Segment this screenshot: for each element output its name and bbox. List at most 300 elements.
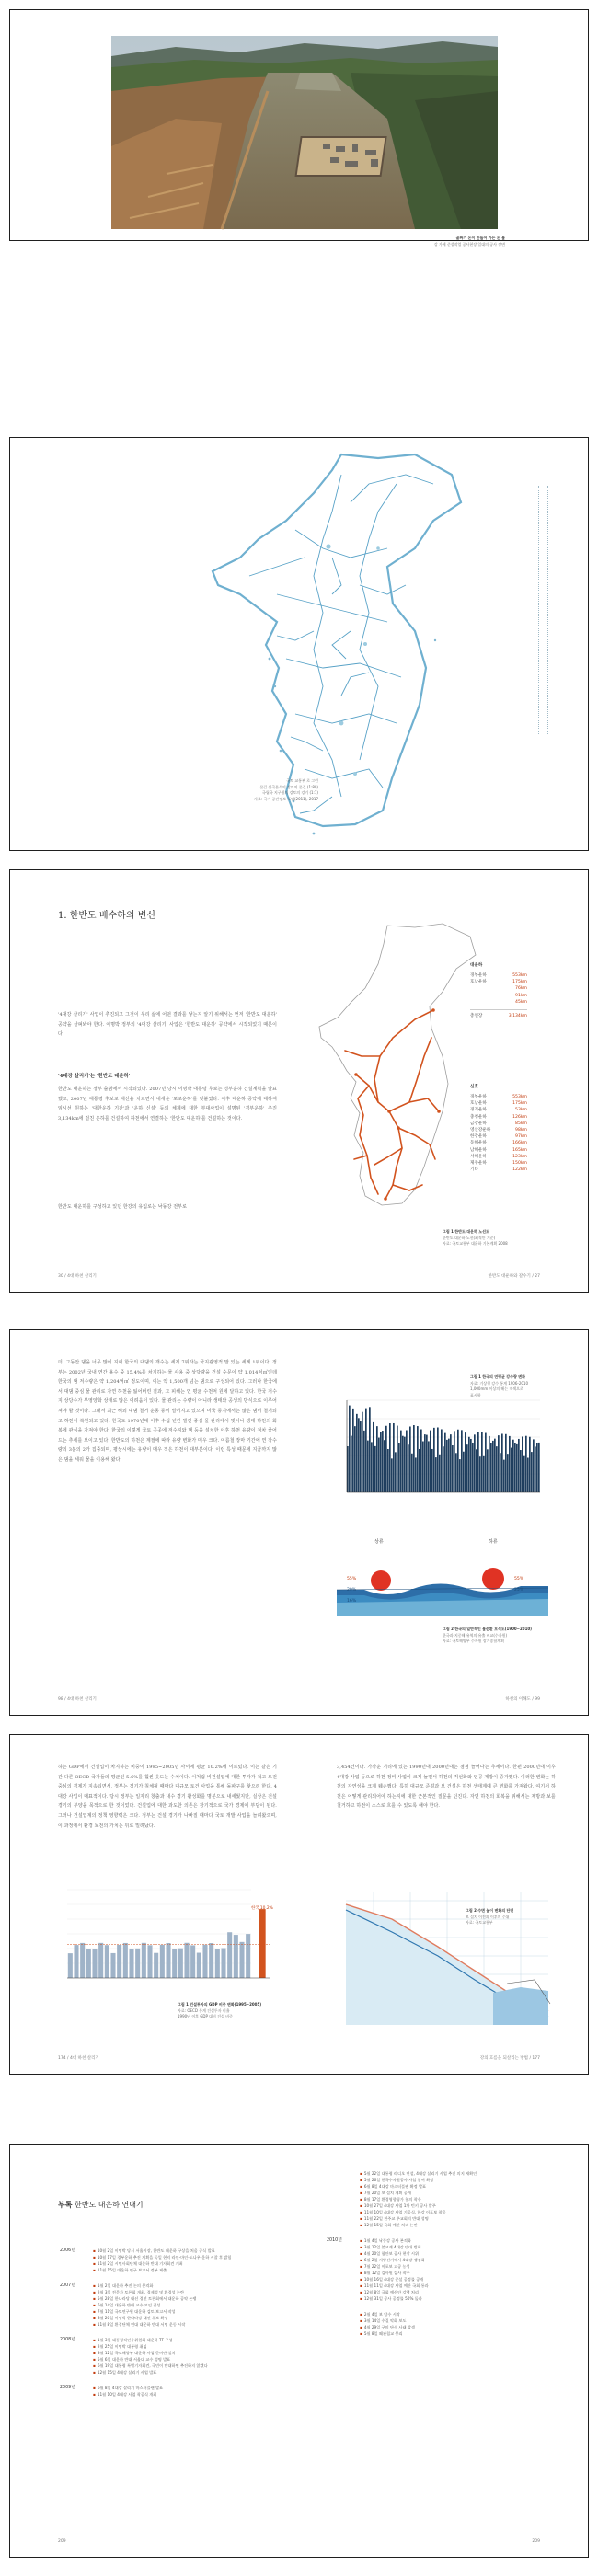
folio-left: 209 (58, 2539, 66, 2544)
precip-bar (444, 1433, 446, 1492)
legend-value: 175km (512, 1101, 527, 1107)
precip-bar (476, 1449, 477, 1492)
timeline-bullet-icon: ▪ (360, 2271, 362, 2275)
gdp-bar (184, 1943, 189, 1978)
precip-bar (498, 1435, 500, 1492)
timeline-entry: ▪ 6월 19일 대통령 특별기자회견, 국민이 반대하면 추진하지 않겠다 (93, 2363, 208, 2368)
timeline-bullet-icon: ▪ (360, 2283, 362, 2288)
timeline-entry: ▪ 6월 8일 4대강 살리기 마스터플랜 발표 (93, 2386, 164, 2390)
timeline-bullet-icon: ▪ (360, 2184, 362, 2189)
timeline-bullet-icon: ▪ (93, 2268, 96, 2272)
canal-legend-top-title: 대운하 (470, 963, 483, 968)
timeline-entry: ▪ 8월 17일 환경영향평가 협의 착수 (360, 2197, 421, 2202)
river-map-caption-line: 자료: 국가 공간정보 포털(2011), 2017 (254, 796, 318, 801)
spread-precipitation (9, 1329, 589, 1716)
precip-bar (520, 1450, 522, 1492)
timeline-entry: ▪ 3월 12일 불교계 4대강 반대 법회 (360, 2245, 421, 2249)
precip-bar (426, 1435, 428, 1492)
folio-right: 한반도 대운하와 갈수기 / 27 (488, 1274, 540, 1279)
precip-bar (411, 1454, 413, 1492)
timeline-entry: ▪ 6월 2일 지방선거에서 4대강 쟁점화 (360, 2258, 425, 2262)
precip-bar (424, 1434, 426, 1492)
legend-value: 97km (515, 1134, 527, 1140)
timeline-entry: ▪ 11월 15일 대운하 연구 보고서 정부 제출 (93, 2268, 167, 2272)
precip-bar (400, 1431, 402, 1492)
water-cycle-caption (443, 1627, 571, 1645)
precip-bar (371, 1442, 373, 1492)
precip-bar (455, 1453, 457, 1492)
timeline-entry: ▪ 10월 16일 4대강 준설 공정률 공개 (360, 2277, 424, 2282)
precip-bar (500, 1453, 501, 1492)
timeline-entry: ▪ 11월 11일 4대강 사업 예산 국회 통과 (360, 2283, 429, 2288)
appendix-title-text: 한반도 대운하 연대기 (75, 2201, 144, 2209)
legend-total-row (470, 1013, 527, 1019)
legend-value: 175km (512, 980, 527, 985)
precip-bar (387, 1449, 389, 1492)
legend-row (470, 1140, 527, 1146)
precip-bar (459, 1459, 461, 1492)
precip-bar (428, 1441, 430, 1492)
precip-bar (479, 1456, 481, 1492)
diagram-pct: 55% (514, 1577, 524, 1581)
precip-bar (409, 1427, 411, 1492)
gdp-bar (202, 1945, 207, 1978)
precip-bar (408, 1444, 409, 1492)
gdp-bar (74, 1945, 78, 1978)
timeline-bullet-icon: ▪ (360, 2296, 362, 2301)
gdp-bar (110, 1953, 115, 1978)
legend-value: 122km (512, 1167, 527, 1173)
timeline-bullet-icon: ▪ (360, 2216, 362, 2221)
precip-bar (450, 1434, 452, 1492)
precip-bar (461, 1430, 463, 1492)
timeline-bullet-icon: ▪ (93, 2248, 96, 2253)
precip-bar (511, 1448, 512, 1492)
gdp-chart-caption-line: 자료: OECD 통계 건설투자 비율 (178, 2007, 230, 2013)
timeline-bullet-icon: ▪ (93, 2344, 96, 2349)
timeline-entry: ▪ 2월 25일 이명박 대통령 취임 (93, 2344, 147, 2349)
precip-bar (468, 1437, 470, 1492)
construction-body-text: 하는 GDP에서 건설업이 차지하는 비중이 1995~2005년 사이에 평균 10.2%에 이르렀다. 이는 같은 기간 다른 OECD 국가들의 평균인 5.6%를 훨씬 웃도는 수치이다. 이처럼 비건설업에 대한 투자가 적고 토건 중심의 경제가 지속되면서, 정부는 경기가 침체될 때마다 대규모 토건 사업을 통해 돌파구를 찾으려 한다. 4대강 사업이 대표적이다. 당시 정부는 일자리 창출과 내수 경기 활성화를 명분으로 내세웠지만, 실상은 건설 경기의 부양을 목적으로 한 것이었다. 건설업에 대한 과도한 의존은 장기적으로 국가 경제에 부담이 된다. 그러나 건설업계의 정책 영향력은 크다. 정부는 건설 경기가 나빠질 때마다 국토 개발 사업을 늘려왔으며, 이 과정에서 환경 보전의 가치는 뒤로 밀려났다. (58, 1765, 277, 1829)
legend-label: 한강운하 (470, 1134, 487, 1140)
precip-bar (415, 1457, 417, 1492)
legend-row (470, 1133, 527, 1140)
legend-label: 서해운하 (470, 1154, 487, 1159)
timeline-entry: ▪ 12월 8일 국회 예산안 강행 처리 (360, 2290, 419, 2294)
timeline-bullet-icon: ▪ (93, 2296, 96, 2301)
gdp-bar (215, 1949, 220, 1978)
timeline-bullet-icon: ▪ (93, 2255, 96, 2260)
gdp-bar (178, 1949, 183, 1978)
timeline-year: 2010년 (327, 2238, 342, 2243)
legend-value: 91km (515, 993, 527, 998)
precip-bar (385, 1426, 387, 1492)
gdp-bar (221, 1949, 225, 1978)
precip-bar (523, 1456, 525, 1492)
timeline-entry: ▪ 1월 3일 대통령직인수위원회 대운하 TF 구성 (93, 2338, 173, 2342)
legend-value: 53km (515, 1108, 527, 1113)
gdp-bar (154, 1953, 158, 1978)
legend-row (470, 1147, 527, 1154)
precip-bar (481, 1432, 483, 1492)
precip-bar (358, 1418, 360, 1492)
precip-bar (525, 1436, 527, 1492)
timeline-entry: ▪ 4월 20일 함안보 공사 현장 시위 (360, 2251, 419, 2256)
precip-bar (374, 1446, 376, 1492)
gdp-bar (172, 1949, 177, 1978)
gdp-chart-caption-line: 그림 1 건설투자의 GDP 비중 변화(1995~2005) (178, 2002, 262, 2007)
timeline-bullet-icon: ▪ (93, 2316, 96, 2320)
timeline-entry: ▪ 11월 2일 시민사회단체 대운하 반대 기자회견 개최 (93, 2261, 183, 2266)
precip-bar (384, 1440, 385, 1492)
legend-row (470, 972, 527, 979)
precip-bar (483, 1456, 485, 1492)
timeline-entry: ▪ 5월 8일 왜관철교 붕괴 (360, 2331, 403, 2336)
timeline-entry: ▪ 2월 4일 보 담수 시작 (360, 2312, 400, 2317)
precip-bar (457, 1430, 459, 1492)
precip-bar (389, 1423, 391, 1492)
chapter-subhead: '4대강 살리기'는 '한반도 대운하' (58, 1074, 131, 1079)
legend-label: 호남운하 (470, 980, 487, 985)
precip-bar (439, 1455, 441, 1492)
timeline-block (60, 2248, 310, 2273)
gdp-bar (190, 1945, 195, 1978)
precip-bar (472, 1443, 474, 1492)
gdp-chart-caption (178, 2002, 288, 2020)
timeline-entry: ▪ 12월 15일 4대강 살리기 사업 발표 (93, 2370, 157, 2375)
precip-bar (496, 1446, 498, 1492)
legend-total-value: 3,134km (508, 1013, 527, 1018)
precip-bar (507, 1454, 509, 1492)
canal-map-caption-line: 한반도 대운하 노선(최적안 기준) (443, 1235, 496, 1240)
timeline-entry: ▪ 1월 2일 대운하 추진 논의 본격화 (93, 2283, 154, 2288)
legend-row (470, 1154, 527, 1160)
precip-bar (369, 1407, 371, 1492)
legend-label: 기타 (470, 1167, 478, 1173)
construction-gdp-bar-chart (58, 1882, 279, 1993)
timeline-bullet-icon: ▪ (360, 2171, 362, 2176)
gdp-bar (117, 1945, 121, 1978)
photo-caption-text: 강 가에 준설작업 공사현장 일대의 공사 장면 (433, 241, 505, 247)
timeline-entry: ▪ 11월 22일 천주교 주교회의 반대 성명 (360, 2216, 429, 2221)
gdp-bar (98, 1943, 103, 1978)
water-cycle-diagram (337, 1551, 548, 1616)
legend-value: 166km (512, 1141, 527, 1146)
precip-bar (431, 1449, 433, 1492)
precip-bar (535, 1446, 536, 1492)
precip-bar (395, 1452, 397, 1492)
timeline-entry: ▪ 11월 10일 4대강 사업 기공식, 한강 이포보 착공 (360, 2210, 446, 2214)
folio-right: 하천의 이해도 / 99 (505, 1697, 540, 1702)
spread-construction (9, 1734, 589, 2075)
precip-chart-caption-line: 그림 1 한국의 연평균 강수량 변화 (470, 1374, 525, 1379)
timeline-bullet-icon: ▪ (360, 2331, 362, 2336)
precip-bar (391, 1458, 393, 1492)
precip-bar (512, 1440, 514, 1492)
spread-river-map (9, 437, 589, 851)
timeline-entry: ▪ 10월 27일 4대강 사업 1차 턴키 공사 발주 (360, 2203, 436, 2208)
precip-bar (349, 1406, 351, 1492)
timeline-block (327, 2237, 577, 2302)
timeline-bullet-icon: ▪ (360, 2210, 362, 2214)
timeline-entry: ▪ 1월 4일 낙동강 공사 본격화 (360, 2238, 411, 2243)
timeline-entry: ▪ 7월 20일 보 설치 계획 공개 (360, 2191, 411, 2195)
precip-bar (454, 1431, 455, 1492)
legend-value: 553km (512, 973, 527, 978)
precip-bar (503, 1460, 505, 1492)
legend-row (470, 1114, 527, 1121)
river-map-caption (208, 778, 318, 802)
timeline-bullet-icon: ▪ (360, 2197, 362, 2202)
gdp-bar (92, 1949, 97, 1978)
precip-bar (465, 1432, 466, 1492)
timeline-bullet-icon: ▪ (93, 2290, 96, 2294)
gdp-bar (239, 1942, 244, 1978)
photo-caption (397, 236, 505, 247)
precip-bar (435, 1457, 437, 1492)
gdp-chart-caption-line: 1990년 이후 GDP 대비 건설 비중 (178, 2014, 233, 2019)
appendix-label: 부록 (58, 2201, 73, 2209)
legend-value: 45km (515, 999, 527, 1005)
gdp-bar (86, 1949, 91, 1978)
spread-photo (9, 9, 589, 247)
timeline-block (360, 2311, 577, 2337)
precip-bar (382, 1431, 384, 1492)
timeline-entry: ▪ 10월 17일 경부운하 추진 계획을 독일 현지 라인-마인-도나우 운하 시찰 후 밝힘 (93, 2255, 232, 2260)
appendix-title (58, 2200, 144, 2210)
timeline-block (60, 2337, 310, 2375)
precip-bar (474, 1434, 476, 1492)
legend-row (470, 1167, 527, 1173)
gdp-bar (105, 1945, 109, 1978)
precip-bar (494, 1439, 496, 1492)
river-map-vertical-rule (547, 486, 548, 734)
precip-bar (538, 1443, 540, 1492)
diagram-label-upstream: 상류 (374, 1539, 384, 1545)
timeline-bullet-icon: ▪ (360, 2223, 362, 2227)
gdp-bar (142, 1943, 146, 1978)
timeline-entry: ▪ 2월 3일 전문가 토론회 개최, 경제성 및 환경성 논란 (93, 2290, 185, 2294)
gdp-bar (147, 1945, 152, 1978)
river-map-caption-line: 국토 교통부 로 그린 (286, 778, 318, 783)
legend-value: 123km (512, 1154, 527, 1159)
timeline-block (60, 2283, 310, 2328)
precip-bar (470, 1439, 472, 1492)
diagram-pct: 25% (514, 1588, 524, 1593)
timeline-entry: ▪ 8월 20일 이명박 한나라당 대선 후보 확정 (93, 2316, 168, 2320)
precip-bar (378, 1438, 380, 1492)
legend-row (470, 1127, 527, 1133)
legend-row (470, 1107, 527, 1113)
timeline-entry: ▪ 5월 26일 한국수자원공사 사업 참여 확정 (360, 2178, 434, 2182)
precip-bar (413, 1425, 415, 1492)
timeline-entry: ▪ 11월 10일 4대강 사업 착공식 개최 (93, 2392, 157, 2397)
section-caption-line: 그림 2 수면 높이 변화의 단면 (466, 1908, 514, 1913)
gdp-bar (123, 1943, 128, 1978)
chapter-title: 1. 한반도 배수하의 변신 (58, 911, 156, 921)
spread-appendix (9, 2144, 589, 2558)
precip-bar (402, 1436, 404, 1492)
precip-bar (406, 1430, 408, 1492)
timeline-entry: ▪ 10월 2일 이명박 당시 서울시장, 한반도 대운하 구상을 처음 공식 발표 (93, 2248, 215, 2253)
precip-bar (430, 1431, 431, 1492)
precip-bar (527, 1458, 529, 1492)
timeline-bullet-icon: ▪ (93, 2357, 96, 2362)
precip-bar (490, 1443, 492, 1492)
legend-row (470, 999, 527, 1006)
precip-bar (509, 1436, 511, 1492)
precip-bar (501, 1433, 503, 1492)
diagram-pct: 29% (347, 1588, 357, 1593)
water-cycle-caption-line: 한국과 지중해 유역의 유출 비교(수자원) (443, 1632, 508, 1638)
gdp-bar (80, 1943, 85, 1978)
precip-bar (351, 1436, 352, 1492)
river-map-vertical-rule (538, 486, 539, 734)
timeline-bullet-icon: ▪ (93, 2363, 96, 2368)
precip-chart-caption-line: 자료: 기상청 강수 통계 1906-2010 (470, 1380, 529, 1386)
legend-label: 호남운하 (470, 1101, 487, 1107)
precip-bar (422, 1442, 424, 1492)
precip-bar (433, 1428, 435, 1492)
legend-value: 126km (512, 1114, 527, 1120)
timeline-entry: ▪ 3월 14일 수질 악화 보도 (360, 2318, 407, 2323)
canal-legend-bottom-title: 신호 (470, 1085, 478, 1089)
timeline-bullet-icon: ▪ (360, 2264, 362, 2269)
timeline-bullet-icon: ▪ (360, 2203, 362, 2208)
timeline-bullet-icon: ▪ (93, 2322, 96, 2327)
diagram-pct: 55% (347, 1577, 357, 1581)
timeline-entry: ▪ 6월 14일 대운하 반대 교수 모임 결성 (93, 2303, 161, 2307)
precip-bar (536, 1443, 538, 1492)
precip-bar (448, 1439, 450, 1492)
folio-left: 98 / 4대 하천 살리기 (58, 1697, 97, 1702)
timeline-bullet-icon: ▪ (93, 2338, 96, 2342)
precip-bar (441, 1429, 443, 1492)
precip-bar (365, 1409, 367, 1492)
precip-bar (417, 1426, 419, 1492)
section-diagram-caption (466, 1908, 554, 1926)
gdp-bar (197, 1953, 201, 1978)
chapter-para-1: '4대강 살리기' 사업이 추진되고 그것이 우리 삶에 어떤 결과를 낳는지 알기 위해서는 먼저 '한반도 대운하' 공약을 살펴봐야 한다. 이명박 정부의 '4대강 살리기' 사업은 '한반도 대운하' 공약에서 시작되었기 때문이다. (58, 1012, 277, 1038)
legend-value: 85km (515, 1121, 527, 1126)
timeline-entry: ▪ 11월 8일 환경단체 연대 대운하 반대 서명 운동 시작 (93, 2322, 186, 2327)
precip-bar (356, 1414, 358, 1492)
precip-bar (531, 1452, 533, 1492)
timeline-bullet-icon: ▪ (360, 2178, 362, 2182)
precip-bar (352, 1409, 354, 1492)
precip-bar (362, 1412, 363, 1492)
folio-right: 209 (532, 2539, 540, 2544)
folio-right: 강의 흐름을 되살리는 방법 / 177 (479, 2056, 540, 2061)
legend-row (470, 993, 527, 999)
folio-left: 174 / 4대 하천 살리기 (58, 2056, 99, 2061)
timeline-bullet-icon: ▪ (360, 2245, 362, 2249)
gdp-chart-legend: 한국 10.2% (251, 1906, 273, 1911)
gdp-bar (209, 1943, 213, 1978)
precip-bar (363, 1431, 365, 1492)
timeline-bullet-icon: ▪ (360, 2277, 362, 2282)
legend-value: 553km (512, 1095, 527, 1099)
timeline-entry: ▪ 12월 15일 국회 예산 처리 논란 (360, 2223, 418, 2227)
chapter-para-3: 한반도 대운하를 구성하고 있던 한강의 유입로는 낙동강 전부로 (58, 1204, 188, 1210)
precip-bar (420, 1430, 422, 1492)
precip-bar (463, 1452, 465, 1492)
precip-bar (505, 1434, 507, 1492)
precip-bar (443, 1446, 444, 1492)
timeline-entry: ▪ 5월 6일 대운하 반대 서울대 교수 성명 발표 (93, 2357, 171, 2362)
gdp-bar (68, 1953, 73, 1978)
timeline-bullet-icon: ▪ (360, 2290, 362, 2294)
legend-label: 금강운하 (470, 1121, 487, 1126)
precip-body-text: 더, 그동안 댐을 너무 많이 지어 한국의 대댐의 개수는 세계 7위라는 국지관영적 말 있는 세계 1위이다. 정부는 2002년 국내 연간 용수 중 15.4%를 차지하는 물 사용 중 상당량을 건설 수문이 약 1,014억㎥인데 한국의 댐 저수량은 약 1,204억㎥ 정도이며, 이는 약 1,500개 넘는 댐으로 구성되어 있다. 그러나 한국에서 대댐 중심 물 관리로 자연 하천을 잃어버린 결과, 그 피해는 연 평균 수천억 원에 달하고 있다. 한국 저수지 상당수가 부영양화 상태로 많은 어려움이 있다. 물 관리는 수량이 아니라 생태와 공생의 방식으로 이루어져야 할 것이다. 그래서 최근 해외 대댐 철거 운동 등이 벌어지고 있으며 미국 등지에서는 많은 댐이 철거되고 하천이 복원되고 있다. 한국도 1970년대 이후 수십 년간 발전 중심 물 관리에서 벗어나 생태 하천의 회복에 관심을 가져야 한다. 한국의 이렇게 국토 곳곳에 저수지와 댐 등을 설치한 이후 하천 유량이 점차 줄어드는 추세를 보이고 있다. 한반도의 하천은 계절에 따라 유량 변화가 매우 크다. 여름철 장마 기간에 연 강수량의 3분의 2가 집중되며, 평상시에는 유량이 매우 적은 하천이 대부분이다. 이런 특성 때문에 지금까지 많은 댐을 세워 물을 이용해 왔다. (58, 1360, 277, 1463)
legend-total-label: 총연장 (470, 1013, 483, 1018)
legend-label: 충청운하 (470, 1114, 487, 1120)
timeline-bullet-icon: ▪ (360, 2258, 362, 2262)
precip-bar (419, 1449, 420, 1492)
legend-value: 165km (512, 1147, 527, 1153)
legend-row (470, 1094, 527, 1100)
precip-bar (489, 1436, 490, 1492)
precip-chart-caption (470, 1374, 571, 1398)
legend-label: 경기운하 (470, 1108, 487, 1113)
section-caption-line: 보 설치 이전과 이후의 수위 (466, 1914, 510, 1919)
legend-label: 경부운하 (470, 973, 487, 978)
precip-bar (516, 1444, 518, 1492)
precip-bar (514, 1443, 516, 1492)
precip-bar (492, 1441, 494, 1492)
timeline-year: 2007년 (60, 2283, 75, 2288)
timeline-bullet-icon: ▪ (360, 2251, 362, 2256)
timeline-bullet-icon: ▪ (93, 2283, 96, 2288)
precip-bar (397, 1426, 398, 1492)
legend-value: 76km (515, 986, 527, 992)
gdp-bar (160, 1945, 165, 1978)
precip-bar (437, 1427, 439, 1492)
precip-bar (367, 1441, 369, 1492)
chapter-para-2: 한반도 대운하는 정부 출범에서 시작되었다. 2007년 당시 이명박 대통령 후보는 경부운하 건설계획을 발표했고, 2007년 대통령 후보로 대선을 치르면서 내세운 '포로운하'를 덧붙였다. 이후 대운하 공약에 대하여 임시선 원하는 '대한운하 기간'과 '운하 신설' 등의 체계에 대한 부대사업이 설명된 '경부운하' 추진 3,134km에 걸친 운하를 건설하여 하천에서 연결하는 '한반도 대운하'를 건설하는 것이다. (58, 1087, 277, 1121)
timeline-entry: ▪ 12월 31일 공사 공정률 50% 돌파 (360, 2296, 422, 2301)
gdp-bar (227, 1932, 232, 1978)
timeline-bullet-icon: ▪ (93, 2392, 96, 2397)
timeline-bullet-icon: ▪ (360, 2318, 362, 2323)
river-map-caption-line: 물길 신곡분석의 강토의 물길 (1:80) (259, 784, 318, 789)
timeline-block (360, 2170, 577, 2228)
diagram-label-downstream: 하류 (489, 1539, 498, 1545)
legend-row (470, 979, 527, 985)
precip-bar (522, 1436, 523, 1492)
timeline-entry: ▪ 7월 11일 국토연구원 대운하 검토 보고서 작성 (93, 2309, 176, 2314)
precipitation-bar-chart (334, 1395, 546, 1501)
timeline-bullet-icon: ▪ (360, 2238, 362, 2243)
precip-bar (393, 1423, 395, 1492)
legend-row (470, 985, 527, 992)
precip-bar (533, 1439, 535, 1492)
section-caption-line: 자료: 국토교통부 (466, 1920, 493, 1926)
diagram-pct: 16% (347, 1599, 357, 1604)
precip-bar (373, 1422, 374, 1492)
gdp-bar (234, 1935, 238, 1978)
timeline-entry: ▪ 4월 29일 구미 단수 사태 발생 (360, 2325, 415, 2329)
timeline-bullet-icon: ▪ (93, 2351, 96, 2355)
precip-bar (529, 1437, 531, 1492)
timeline-bullet-icon: ▪ (93, 2370, 96, 2375)
legend-label: 영산강운하 (470, 1127, 491, 1133)
precip-bar (485, 1433, 487, 1492)
timeline-bullet-icon: ▪ (360, 2191, 362, 2195)
river-map-caption-line: 국립국 지구원의 강토의 강기 (1:1) (261, 790, 318, 796)
legend-value: 98km (515, 1127, 527, 1133)
precip-bar (477, 1432, 479, 1492)
